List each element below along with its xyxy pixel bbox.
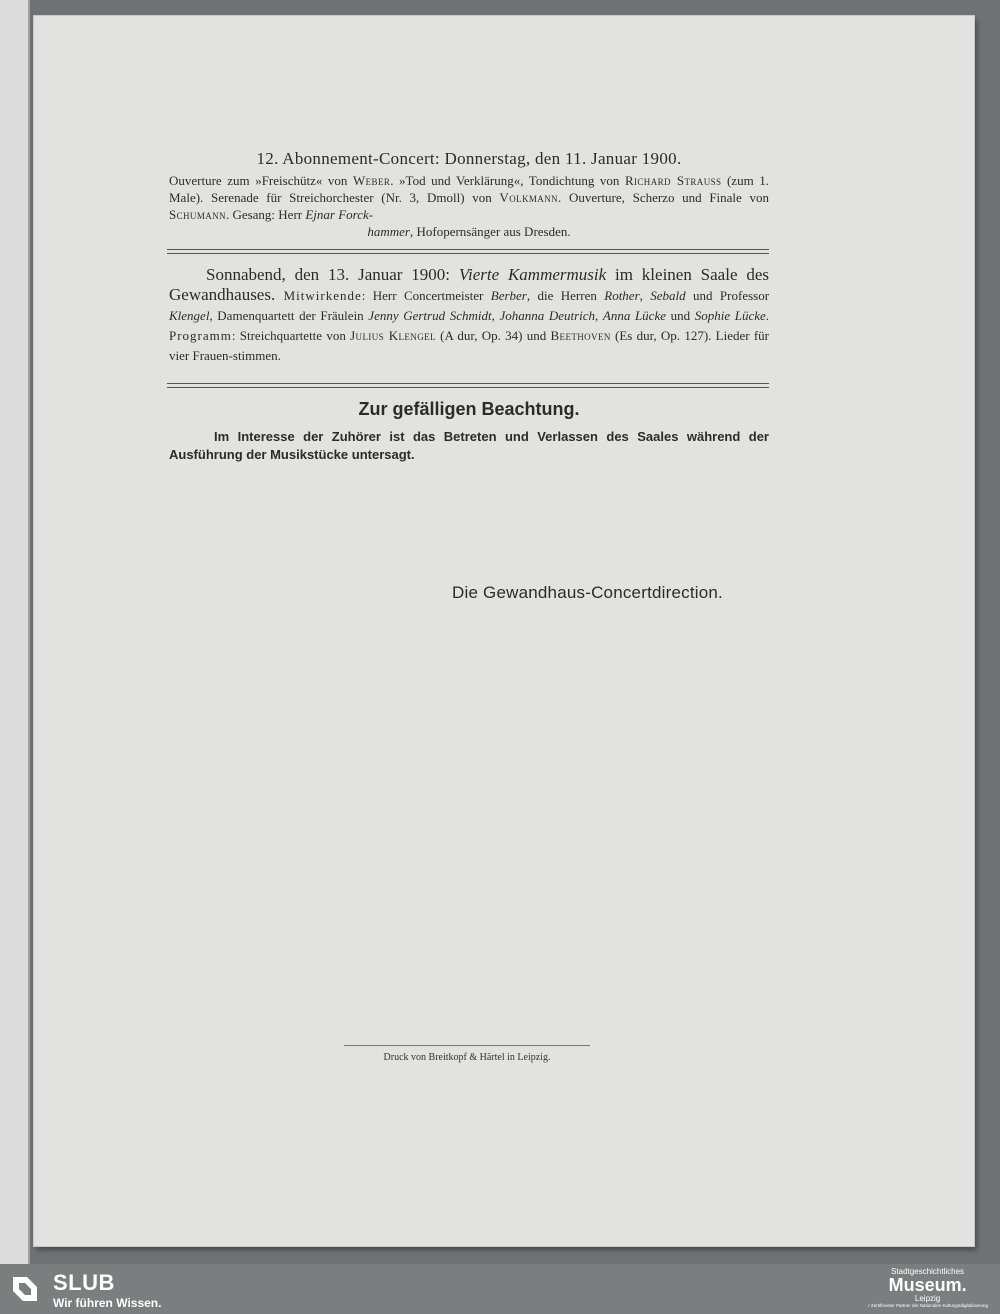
program-text: ,: [595, 308, 603, 323]
program-text: , Damenquartett der Fräulein: [209, 308, 369, 323]
singer-name-cont: hammer: [367, 224, 410, 239]
slub-tagline: Wir führen Wissen.: [53, 1296, 162, 1310]
label-programm: Programm: [169, 328, 232, 343]
program-text: ,: [639, 288, 651, 303]
program-text: .: [765, 308, 769, 323]
program-text: , die Herren: [526, 288, 605, 303]
performer-rother: Rother: [604, 288, 640, 303]
chamber-music-entry: [169, 265, 769, 365]
program-text: (zum 1. Male). Serenade für Streichorchester (Nr. 3, Dmoll) von: [169, 173, 769, 205]
composer-schumann: Schumann: [169, 207, 226, 222]
composer-strauss: Richard Strauss: [624, 173, 722, 188]
performer-sebald: Sebald: [650, 288, 686, 303]
program-text: (A dur, Op. 34) und: [435, 328, 551, 343]
date-text: Sonnabend, den 13. Januar 1900:: [206, 265, 459, 284]
composer-julius-klengel: Julius Klengel: [350, 328, 436, 343]
program-text: . Ouverture, Scherzo und Finale von: [558, 190, 770, 205]
concert-12-entry: [169, 149, 769, 240]
performer-klengel: Klengel: [169, 308, 210, 323]
museum-line3: Leipzig: [914, 1294, 941, 1303]
performer-sophie-luecke: Sophie Lücke: [694, 308, 766, 323]
program-text: (Es dur, Op. 127). Lieder für vier Frauen-stimmen.: [169, 328, 769, 363]
museum-line1: Stadtgeschichtliches: [891, 1267, 965, 1276]
event-title: Vierte Kammermusik: [458, 265, 607, 284]
performer-berber: Berber: [490, 288, 527, 303]
double-rule: [167, 383, 769, 388]
notice-text: Im Interesse der Zuhörer ist das Betreten und Verlassen des Saales während der Ausführung der Musikstücke untersagt.: [169, 429, 769, 462]
singer-name: Ejnar Forck-: [305, 207, 374, 222]
performer-deutrich: Johanna Deutrich: [499, 308, 596, 323]
composer-beethoven: Beethoven: [550, 328, 611, 343]
document-page: [34, 16, 974, 1246]
footer-bar: [0, 1264, 1000, 1314]
venue-text: im kleinen Saale des Gewandhauses.: [169, 265, 769, 304]
program-text: : Herr Concertmeister: [361, 288, 491, 303]
museum-logo[interactable]: [867, 1267, 988, 1309]
program-text: und Professor: [685, 288, 770, 303]
printer-imprint: Druck von Breitkopf & Härtel in Leipzig.: [344, 1045, 590, 1063]
program-text: : Streichquartette von: [231, 328, 351, 343]
signature: Die Gewandhaus-Concertdirection.: [452, 583, 723, 602]
slub-logo-icon[interactable]: [9, 1273, 41, 1305]
concert-12-program: [169, 172, 769, 240]
label-mitwirkende: Mitwirkende: [283, 288, 362, 303]
program-text: Ouverture zum »Freischütz« von: [169, 173, 353, 188]
slub-name[interactable]: SLUB: [53, 1270, 115, 1295]
performer-anna-luecke: Anna Lücke: [602, 308, 666, 323]
program-text: , Hofopernsänger aus Dresden.: [409, 224, 571, 239]
composer-weber: Weber: [352, 173, 391, 188]
composer-volkmann: Volkmann: [499, 190, 559, 205]
museum-line2: Museum.: [888, 1275, 967, 1295]
program-text: . »Tod und Verklärung«, Tondichtung von: [390, 173, 625, 188]
concert-12-heading: 12. Abonnement-Concert: Donnerstag, den 11. Januar 1900.: [256, 149, 682, 168]
chamber-music-text: [169, 265, 769, 365]
museum-line4: ✓Zertifizierter Partner der Nationalen Kulturgutdigitalisierung: [867, 1303, 988, 1308]
notice-title: Zur gefälligen Beachtung.: [358, 399, 580, 419]
previous-page-edge: [0, 0, 30, 1264]
program-text: . Gesang: Herr: [225, 207, 306, 222]
performer-schmidt: Jenny Gertrud Schmidt: [368, 308, 492, 323]
concert-12-last-line: [169, 223, 769, 240]
double-rule: [167, 249, 769, 254]
program-text: ,: [491, 308, 500, 323]
notice-block: [169, 399, 769, 464]
program-text: und: [666, 308, 695, 323]
